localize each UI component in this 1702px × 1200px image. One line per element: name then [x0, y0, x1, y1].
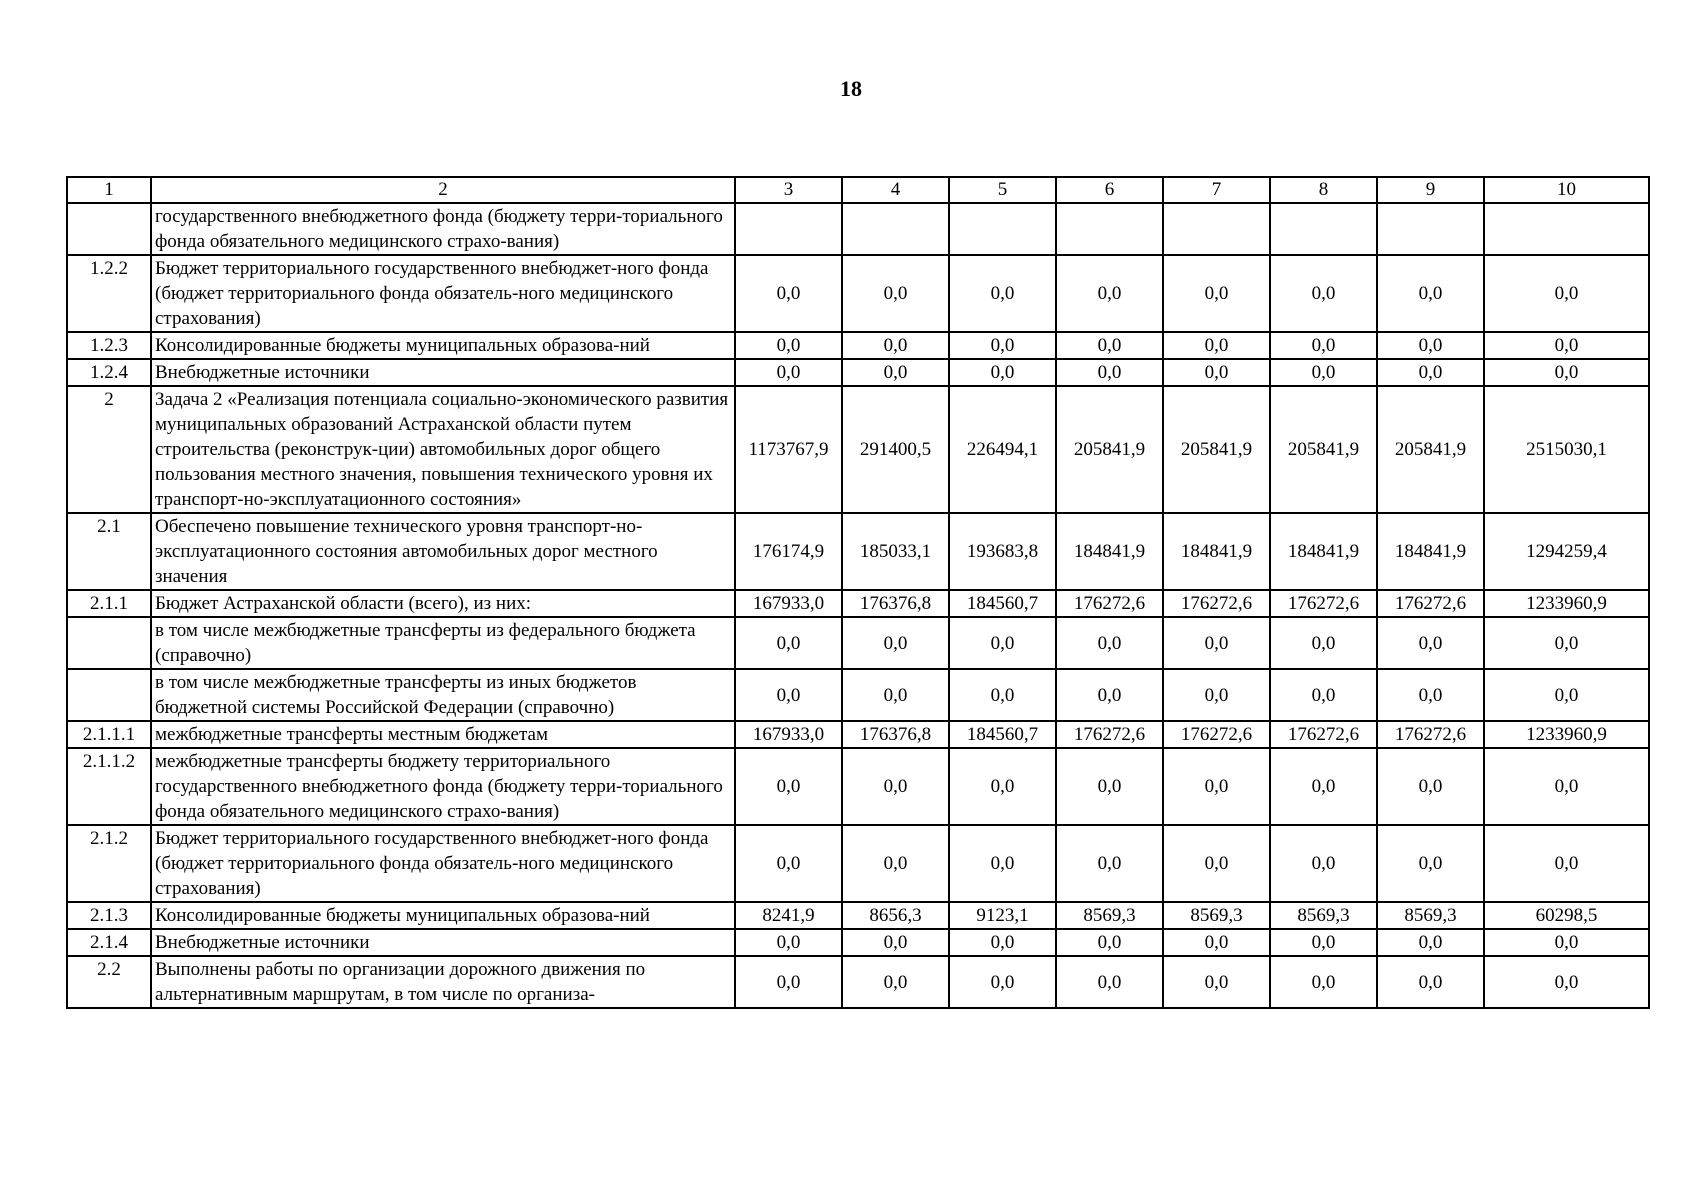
- column-header: 3: [735, 177, 842, 203]
- row-value: 0,0: [735, 748, 842, 825]
- row-value: 0,0: [1270, 332, 1377, 359]
- row-value: 0,0: [1056, 748, 1163, 825]
- row-value: 0,0: [1484, 929, 1649, 956]
- row-name: Выполнены работы по организации дорожного движения по альтернативным маршрутам, в том числе по организа-: [151, 956, 735, 1008]
- row-name: Бюджет Астраханской области (всего), из них:: [151, 590, 735, 617]
- row-value: 0,0: [735, 359, 842, 386]
- row-code: [67, 203, 151, 255]
- row-value: 184560,7: [949, 590, 1056, 617]
- row-value: 0,0: [1270, 669, 1377, 721]
- row-value: 0,0: [1056, 617, 1163, 669]
- row-value: [1377, 203, 1484, 255]
- row-value: [842, 203, 949, 255]
- row-value: 0,0: [949, 825, 1056, 902]
- column-header: 5: [949, 177, 1056, 203]
- table-row: [67, 359, 1649, 386]
- row-value: 0,0: [1163, 359, 1270, 386]
- row-value: 176272,6: [1270, 590, 1377, 617]
- row-value: 176272,6: [1377, 721, 1484, 748]
- row-name: Обеспечено повышение технического уровня транспорт-но-эксплуатационного состояния автомобильных дорог местного значения: [151, 513, 735, 590]
- row-value: 8569,3: [1056, 902, 1163, 929]
- row-value: 0,0: [1163, 825, 1270, 902]
- row-value: 0,0: [842, 748, 949, 825]
- row-value: 0,0: [1270, 956, 1377, 1008]
- column-header: 10: [1484, 177, 1649, 203]
- row-value: 0,0: [735, 669, 842, 721]
- row-code: 2.1.3: [67, 902, 151, 929]
- row-value: 0,0: [949, 359, 1056, 386]
- row-name: межбюджетные трансферты бюджету территориального государственного внебюджетного фонда (бюджету терри-ториального фонда обязательного медицинского страхо-вания): [151, 748, 735, 825]
- row-name: Внебюджетные источники: [151, 359, 735, 386]
- row-value: 8569,3: [1163, 902, 1270, 929]
- row-value: 176272,6: [1056, 721, 1163, 748]
- row-value: 0,0: [1163, 956, 1270, 1008]
- row-value: 184841,9: [1377, 513, 1484, 590]
- row-value: 0,0: [1056, 255, 1163, 332]
- row-value: 0,0: [1270, 359, 1377, 386]
- row-name: в том числе межбюджетные трансферты из иных бюджетов бюджетной системы Российской Федерации (справочно): [151, 669, 735, 721]
- row-value: 0,0: [735, 956, 842, 1008]
- row-value: 0,0: [1163, 929, 1270, 956]
- row-value: 0,0: [842, 669, 949, 721]
- column-header: 9: [1377, 177, 1484, 203]
- row-value: 8569,3: [1270, 902, 1377, 929]
- row-value: 0,0: [842, 617, 949, 669]
- column-header: 4: [842, 177, 949, 203]
- row-code: 2.1.1: [67, 590, 151, 617]
- row-name: Консолидированные бюджеты муниципальных образова-ний: [151, 902, 735, 929]
- row-value: 0,0: [1484, 669, 1649, 721]
- row-value: 0,0: [842, 332, 949, 359]
- row-value: 167933,0: [735, 721, 842, 748]
- row-value: 176376,8: [842, 721, 949, 748]
- row-name: Внебюджетные источники: [151, 929, 735, 956]
- row-value: 184841,9: [1056, 513, 1163, 590]
- row-value: 0,0: [1056, 825, 1163, 902]
- row-value: 185033,1: [842, 513, 949, 590]
- row-value: 0,0: [1056, 332, 1163, 359]
- table-row: [67, 825, 1649, 902]
- row-value: 0,0: [735, 255, 842, 332]
- row-value: [1163, 203, 1270, 255]
- row-value: [1270, 203, 1377, 255]
- table-row: [67, 203, 1649, 255]
- row-value: 0,0: [1377, 255, 1484, 332]
- row-code: 2: [67, 386, 151, 513]
- row-name: Бюджет территориального государственного внебюджет-ного фонда (бюджет территориального фонда обязатель-ного медицинского страхования): [151, 255, 735, 332]
- row-value: 176174,9: [735, 513, 842, 590]
- row-value: [1484, 203, 1649, 255]
- row-code: 1.2.2: [67, 255, 151, 332]
- row-value: 0,0: [842, 825, 949, 902]
- row-code: [67, 669, 151, 721]
- table-row: [67, 590, 1649, 617]
- row-value: 0,0: [1377, 617, 1484, 669]
- row-value: 0,0: [1056, 929, 1163, 956]
- table-row: [67, 902, 1649, 929]
- row-value: 193683,8: [949, 513, 1056, 590]
- row-value: 1233960,9: [1484, 590, 1649, 617]
- table-row: [67, 386, 1649, 513]
- row-value: 0,0: [1163, 255, 1270, 332]
- row-code: 1.2.4: [67, 359, 151, 386]
- row-value: 0,0: [1270, 929, 1377, 956]
- row-value: 0,0: [949, 669, 1056, 721]
- row-value: 184841,9: [1163, 513, 1270, 590]
- row-value: 226494,1: [949, 386, 1056, 513]
- row-value: 0,0: [735, 617, 842, 669]
- table-row: [67, 748, 1649, 825]
- row-value: 8241,9: [735, 902, 842, 929]
- row-value: 291400,5: [842, 386, 949, 513]
- column-header: 8: [1270, 177, 1377, 203]
- row-value: 1173767,9: [735, 386, 842, 513]
- row-value: 0,0: [1056, 956, 1163, 1008]
- row-value: 205841,9: [1056, 386, 1163, 513]
- column-header: 7: [1163, 177, 1270, 203]
- row-value: 0,0: [1377, 359, 1484, 386]
- row-value: 205841,9: [1270, 386, 1377, 513]
- row-value: 205841,9: [1377, 386, 1484, 513]
- table-row: [67, 956, 1649, 1008]
- row-value: 0,0: [1377, 332, 1484, 359]
- column-number-header-row: [67, 177, 1649, 203]
- row-value: 0,0: [1163, 617, 1270, 669]
- table-row: [67, 513, 1649, 590]
- row-value: 0,0: [1270, 617, 1377, 669]
- row-value: 0,0: [1484, 255, 1649, 332]
- row-value: 0,0: [1056, 359, 1163, 386]
- row-value: 184560,7: [949, 721, 1056, 748]
- row-value: 0,0: [1377, 956, 1484, 1008]
- budget-table: [66, 176, 1650, 1009]
- table-row: [67, 617, 1649, 669]
- row-value: 176376,8: [842, 590, 949, 617]
- row-value: [735, 203, 842, 255]
- row-value: 60298,5: [1484, 902, 1649, 929]
- row-value: 0,0: [949, 748, 1056, 825]
- row-value: 1233960,9: [1484, 721, 1649, 748]
- row-value: 1294259,4: [1484, 513, 1649, 590]
- row-value: 176272,6: [1270, 721, 1377, 748]
- row-code: 2.1: [67, 513, 151, 590]
- row-value: 0,0: [842, 359, 949, 386]
- row-code: 2.2: [67, 956, 151, 1008]
- page-number: 18: [840, 76, 862, 101]
- row-value: 0,0: [1484, 825, 1649, 902]
- row-value: 0,0: [949, 617, 1056, 669]
- row-name: Задача 2 «Реализация потенциала социально-экономического развития муниципальных образований Астраханской области путем строительства (реконструк-ции) автомобильных дорог общего пользования местного значения, повышения технического уровня их транспорт-но-эксплуатационного состояния»: [151, 386, 735, 513]
- row-value: 205841,9: [1163, 386, 1270, 513]
- row-value: 0,0: [735, 825, 842, 902]
- row-value: 176272,6: [1163, 721, 1270, 748]
- row-value: 0,0: [1484, 617, 1649, 669]
- row-value: 0,0: [842, 956, 949, 1008]
- row-value: 8569,3: [1377, 902, 1484, 929]
- row-value: 176272,6: [1056, 590, 1163, 617]
- row-code: 2.1.1.1: [67, 721, 151, 748]
- table-row: [67, 332, 1649, 359]
- row-value: 167933,0: [735, 590, 842, 617]
- column-header: 2: [151, 177, 735, 203]
- row-value: [949, 203, 1056, 255]
- row-value: 176272,6: [1163, 590, 1270, 617]
- row-code: 2.1.1.2: [67, 748, 151, 825]
- row-value: 0,0: [1377, 825, 1484, 902]
- budget-table-body: [67, 177, 1649, 1008]
- table-row: [67, 255, 1649, 332]
- row-value: 176272,6: [1377, 590, 1484, 617]
- row-value: 8656,3: [842, 902, 949, 929]
- row-code: 2.1.4: [67, 929, 151, 956]
- row-value: 0,0: [949, 929, 1056, 956]
- row-code: 1.2.3: [67, 332, 151, 359]
- row-value: 9123,1: [949, 902, 1056, 929]
- row-name: Консолидированные бюджеты муниципальных образова-ний: [151, 332, 735, 359]
- row-value: 0,0: [1377, 929, 1484, 956]
- column-header: 1: [67, 177, 151, 203]
- row-value: 0,0: [1377, 748, 1484, 825]
- row-name: межбюджетные трансферты местным бюджетам: [151, 721, 735, 748]
- row-value: 184841,9: [1270, 513, 1377, 590]
- row-value: 0,0: [1270, 255, 1377, 332]
- row-value: 0,0: [1484, 956, 1649, 1008]
- row-value: 0,0: [1056, 669, 1163, 721]
- row-value: 0,0: [1163, 332, 1270, 359]
- row-value: 0,0: [949, 956, 1056, 1008]
- table-row: [67, 669, 1649, 721]
- row-value: 0,0: [735, 929, 842, 956]
- row-value: [1056, 203, 1163, 255]
- row-name: в том числе межбюджетные трансферты из федерального бюджета (справочно): [151, 617, 735, 669]
- row-code: [67, 617, 151, 669]
- row-value: 0,0: [1377, 669, 1484, 721]
- row-value: 0,0: [1484, 332, 1649, 359]
- row-value: 0,0: [1270, 748, 1377, 825]
- row-name: государственного внебюджетного фонда (бюджету терри-ториального фонда обязательного медицинского страхо-вания): [151, 203, 735, 255]
- row-code: 2.1.2: [67, 825, 151, 902]
- row-value: 0,0: [1163, 748, 1270, 825]
- row-value: 0,0: [1484, 359, 1649, 386]
- table-row: [67, 929, 1649, 956]
- row-value: 0,0: [949, 255, 1056, 332]
- column-header: 6: [1056, 177, 1163, 203]
- row-value: 0,0: [949, 332, 1056, 359]
- row-value: 0,0: [1484, 748, 1649, 825]
- row-value: 0,0: [1270, 825, 1377, 902]
- row-name: Бюджет территориального государственного внебюджет-ного фонда (бюджет территориального фонда обязатель-ного медицинского страхования): [151, 825, 735, 902]
- row-value: 2515030,1: [1484, 386, 1649, 513]
- table-row: [67, 721, 1649, 748]
- row-value: 0,0: [842, 929, 949, 956]
- row-value: 0,0: [1163, 669, 1270, 721]
- row-value: 0,0: [842, 255, 949, 332]
- row-value: 0,0: [735, 332, 842, 359]
